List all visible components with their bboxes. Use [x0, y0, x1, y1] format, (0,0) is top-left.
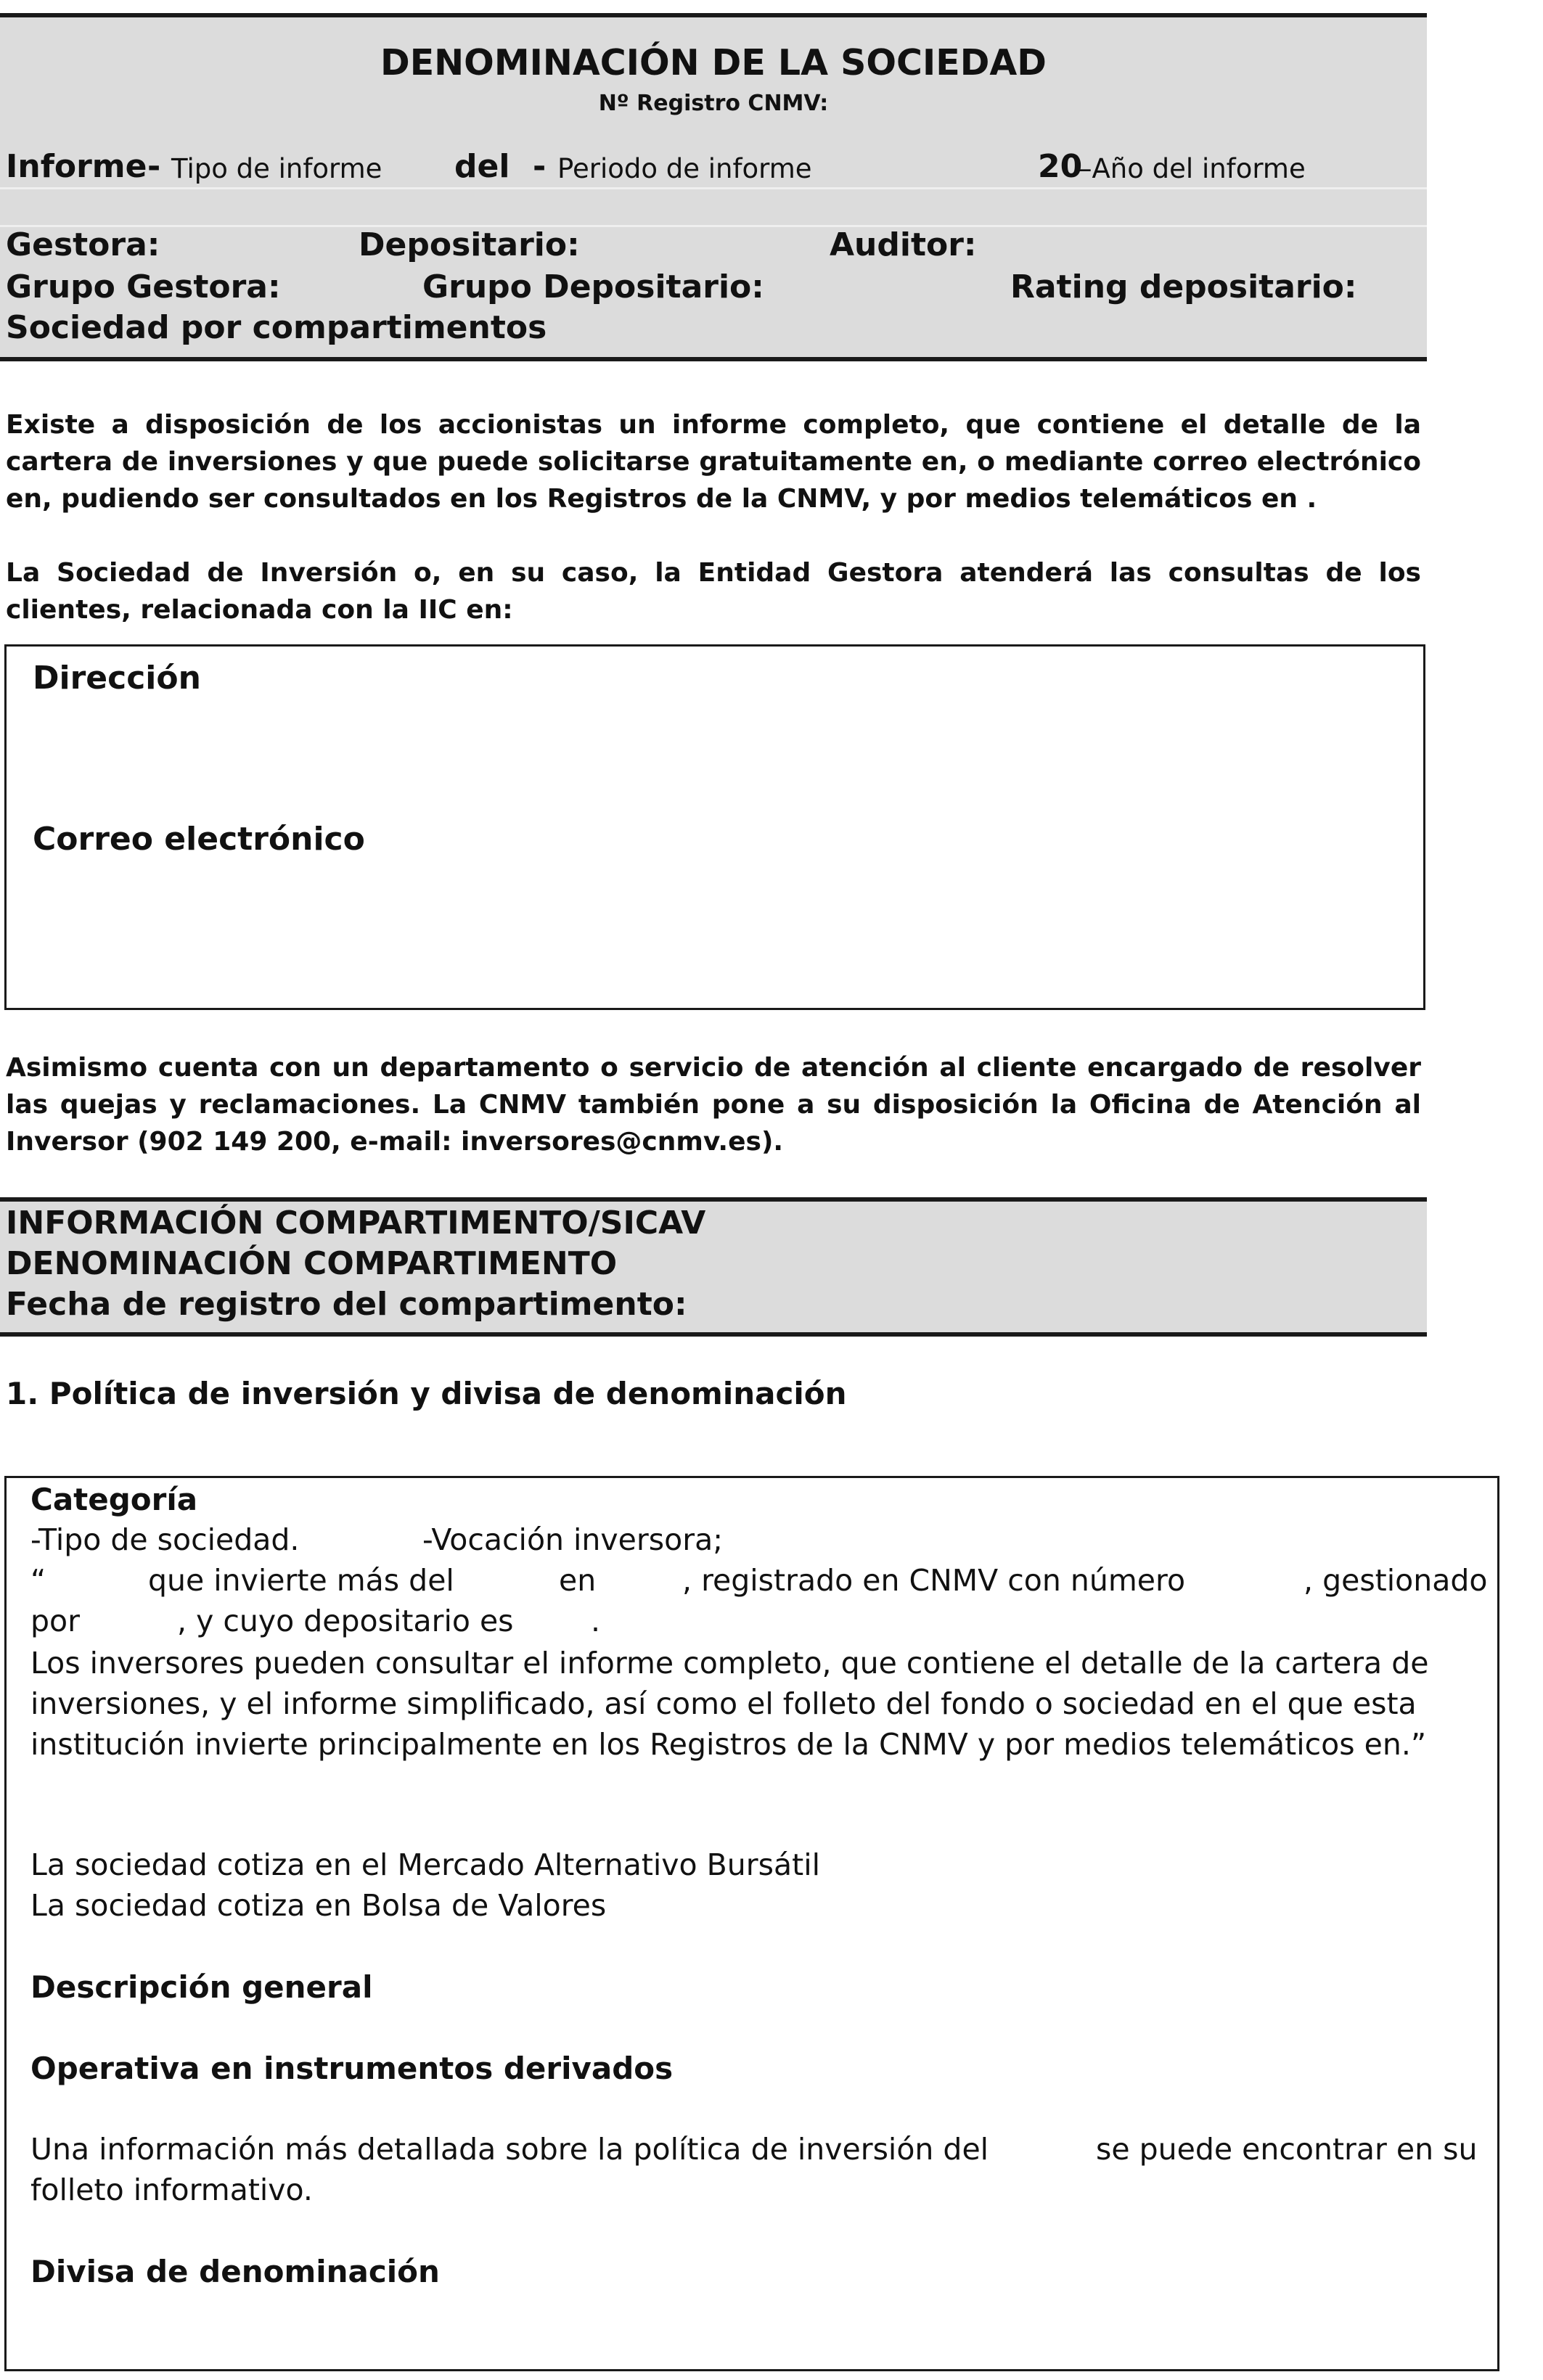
- del-dash: -: [533, 148, 547, 185]
- consultas-paragraph: La Sociedad de Inversión o, en su caso, la Entidad Gestora atenderá las consultas de los clientes, relacionada con la IIC en:: [6, 558, 1421, 625]
- header-separator: [0, 187, 1427, 189]
- compartimento-name-label: DENOMINACIÓN COMPARTIMENTO: [6, 1245, 618, 1282]
- divisa-label: Divisa de denominación: [30, 2254, 440, 2289]
- section-1-title: 1. Política de inversión y divisa de denominación: [6, 1376, 847, 1411]
- intro-paragraph: Existe a disposición de los accionistas un informe completo, que contiene el detalle de la cartera de inversiones y que puede solicitarse gratuitamente en, o mediante correo electrónico en, pudiendo ser consultados en los Registros de la CNMV, y por medios telemáticos en .: [6, 410, 1421, 514]
- categoria-label: Categoría: [30, 1482, 198, 1517]
- grupo-gestora-label: Grupo Gestora:: [6, 268, 281, 305]
- quote-open: “: [30, 1563, 46, 1598]
- informe-dash: -: [147, 148, 161, 185]
- operativa-label: Operativa en instrumentos derivados: [30, 2051, 674, 2086]
- gestora-label: Gestora:: [6, 226, 160, 263]
- inversores-paragraph: Los inversores pueden consultar el informe completo, que contiene el detalle de la cartera de inversiones, y el informe simplificado, así como el folleto del fondo o sociedad en el que esta institución invierte principalmente en los Registros de la CNMV y por medios telemáticos en.”: [30, 1646, 1429, 1762]
- cnmv-registry-label: Nº Registro CNMV:: [598, 91, 829, 116]
- compartimentos-label: Sociedad por compartimentos: [6, 309, 547, 346]
- informe-label: Informe: [6, 148, 147, 185]
- header-separator: [0, 225, 1427, 227]
- rating-depositario-label: Rating depositario:: [1010, 268, 1357, 305]
- invierte-text: que invierte más del: [148, 1563, 454, 1598]
- depositario-label: Depositario:: [359, 226, 580, 263]
- auditor-label: Auditor:: [830, 226, 977, 263]
- bolsa-text: La sociedad cotiza en Bolsa de Valores: [30, 1888, 607, 1923]
- detallada-continuation: se puede encontrar en su: [1096, 2132, 1478, 2167]
- report-header: [0, 13, 1427, 361]
- period-text: .: [591, 1604, 601, 1638]
- complaints-paragraph: Asimismo cuenta con un departamento o servicio de atención al cliente encargado de resolver las quejas y reclamaciones. La CNMV también pone a su disposición la Oficina de Atención al Inversor (902 149 200, e-mail: inversores@cnmv.es).: [6, 1053, 1421, 1157]
- folleto-text: folleto informativo.: [30, 2172, 313, 2207]
- informe-type: Tipo de informe: [171, 153, 382, 184]
- contact-box: [4, 644, 1425, 1010]
- detallada-text: Una información más detallada sobre la política de inversión del: [30, 2132, 989, 2167]
- registrado-text: , registrado en CNMV con número: [682, 1563, 1186, 1598]
- en-text: en: [559, 1563, 597, 1598]
- grupo-depositario-label: Grupo Depositario:: [422, 268, 764, 305]
- compartimento-info-label: INFORMACIÓN COMPARTIMENTO/SICAV: [6, 1205, 706, 1242]
- company-name-title: DENOMINACIÓN DE LA SOCIEDAD: [380, 42, 1047, 83]
- compartimento-header: [0, 1197, 1427, 1337]
- mab-text: La sociedad cotiza en el Mercado Alternativo Bursátil: [30, 1847, 820, 1882]
- year-description: –Año del informe: [1079, 153, 1306, 184]
- por-text: por: [30, 1604, 80, 1638]
- direccion-label: Dirección: [33, 660, 201, 697]
- gestionado-text: , gestionado: [1303, 1563, 1488, 1598]
- depositario-text: , y cuyo depositario es: [177, 1604, 514, 1638]
- tipo-sociedad-text: -Tipo de sociedad.: [30, 1522, 300, 1557]
- vocacion-inversora-text: -Vocación inversora;: [422, 1522, 724, 1557]
- report-period: Periodo de informe: [557, 153, 812, 184]
- descripcion-label: Descripción general: [30, 1969, 373, 2005]
- del-label: del: [454, 148, 510, 185]
- correo-label: Correo electrónico: [33, 821, 365, 858]
- year-label: 20: [1038, 148, 1083, 185]
- compartimento-date-label: Fecha de registro del compartimento:: [6, 1286, 687, 1323]
